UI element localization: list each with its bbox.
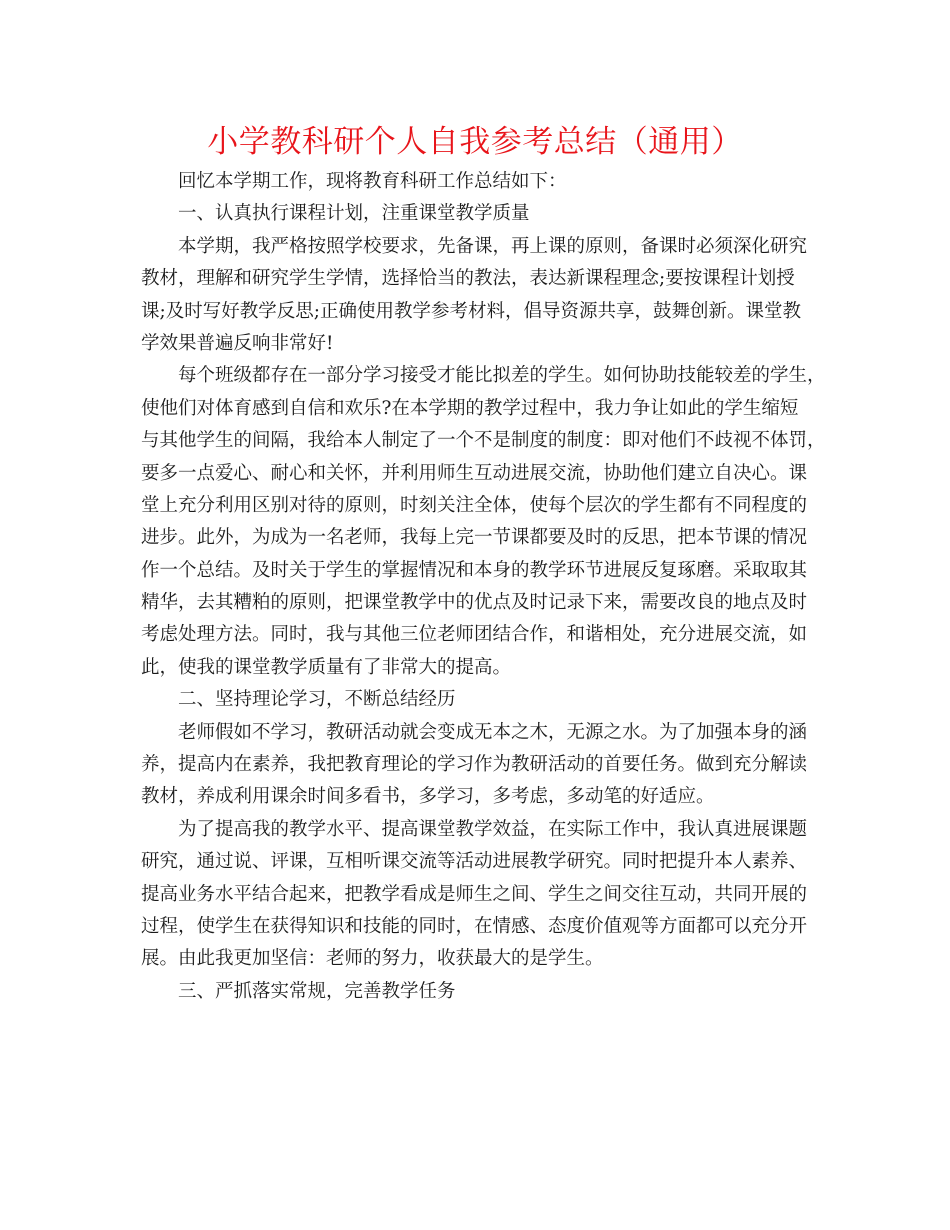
text-line: 此，使我的课堂教学质量有了非常大的提高。 [141, 656, 512, 678]
text-line: 考虑处理方法。同时，我与其他三位老师团结合作，和谐相处，充分进展交流，如 [141, 624, 808, 646]
text-line: 为了提高我的教学水平、提高课堂教学效益，在实际工作中，我认真进展课题 [178, 818, 808, 840]
text-line: 二、坚持理论学习，不断总结经历 [178, 689, 456, 711]
text-line: 要多一点爱心、耐心和关怀，并利用师生互动进展交流，协助他们建立自决心。课 [141, 462, 808, 484]
document-body [141, 166, 826, 1008]
text-line: 养，提高内在素养，我把教育理论的学习作为教研活动的首要任务。做到充分解读 [141, 754, 808, 776]
text-line: 每个班级都存在一部分学习接受才能比拟差的学生。如何协助技能较差的学生， [178, 365, 826, 387]
text-line: 进步。此外，为成为一名老师，我每上完一节课都要及时的反思，把本节课的情况 [141, 527, 808, 549]
text-line: 课;及时写好教学反思;正确使用教学参考材料，倡导资源共享，鼓舞创新。课堂教 [141, 300, 801, 322]
text-line: 作一个总结。及时关于学生的掌握情况和本身的教学环节进展反复琢磨。采取取其 [141, 559, 808, 581]
text-line: 本学期，我严格按照学校要求，先备课，再上课的原则，备课时必须深化研究 [178, 235, 808, 257]
text-line: 教材，理解和研究学生学情，选择恰当的教法，表达新课程理念;要按课程计划授 [141, 268, 795, 290]
text-line: 研究，通过说、评课，互相听课交流等活动进展教学研究。同时把提升本人素养、 [141, 851, 808, 873]
text-line: 三、严抓落实常规，完善教学任务 [178, 980, 456, 1002]
text-line: 老师假如不学习，教研活动就会变成无本之木，无源之水。为了加强本身的涵 [178, 721, 808, 743]
text-line: 一、认真执行课程计划，注重课堂教学质量 [178, 203, 530, 225]
text-line: 过程，使学生在获得知识和技能的同时，在情感、态度价值观等方面都可以充分开 [141, 915, 808, 937]
text-line: 堂上充分利用区别对待的原则，时刻关注全体，使每个层次的学生都有不同程度的 [141, 494, 808, 516]
text-line: 精华，去其糟粕的原则，把课堂教学中的优点及时记录下来，需要改良的地点及时 [141, 592, 808, 614]
text-line: 提高业务水平结合起来，把教学看成是师生之间、学生之间交往互动，共同开展的 [141, 883, 808, 905]
text-line: 展。由此我更加坚信：老师的努力，收获最大的是学生。 [141, 948, 604, 970]
text-line: 学效果普遍反响非常好! [141, 332, 334, 354]
document-title: 小学教科研个人自我参考总结（通用） [207, 124, 743, 160]
text-line: 使他们对体育感到自信和欢乐?在本学期的教学过程中，我力争让如此的学生缩短 [141, 397, 799, 419]
text-line: 回忆本学期工作，现将教育科研工作总结如下： [178, 171, 567, 192]
text-line: 与其他学生的间隔，我给本人制定了一个不是制度的制度：即对他们不歧视不体罚， [141, 430, 826, 452]
text-line: 教材，养成利用课余时间多看书，多学习，多考虑，多动笔的好适应。 [141, 786, 715, 808]
